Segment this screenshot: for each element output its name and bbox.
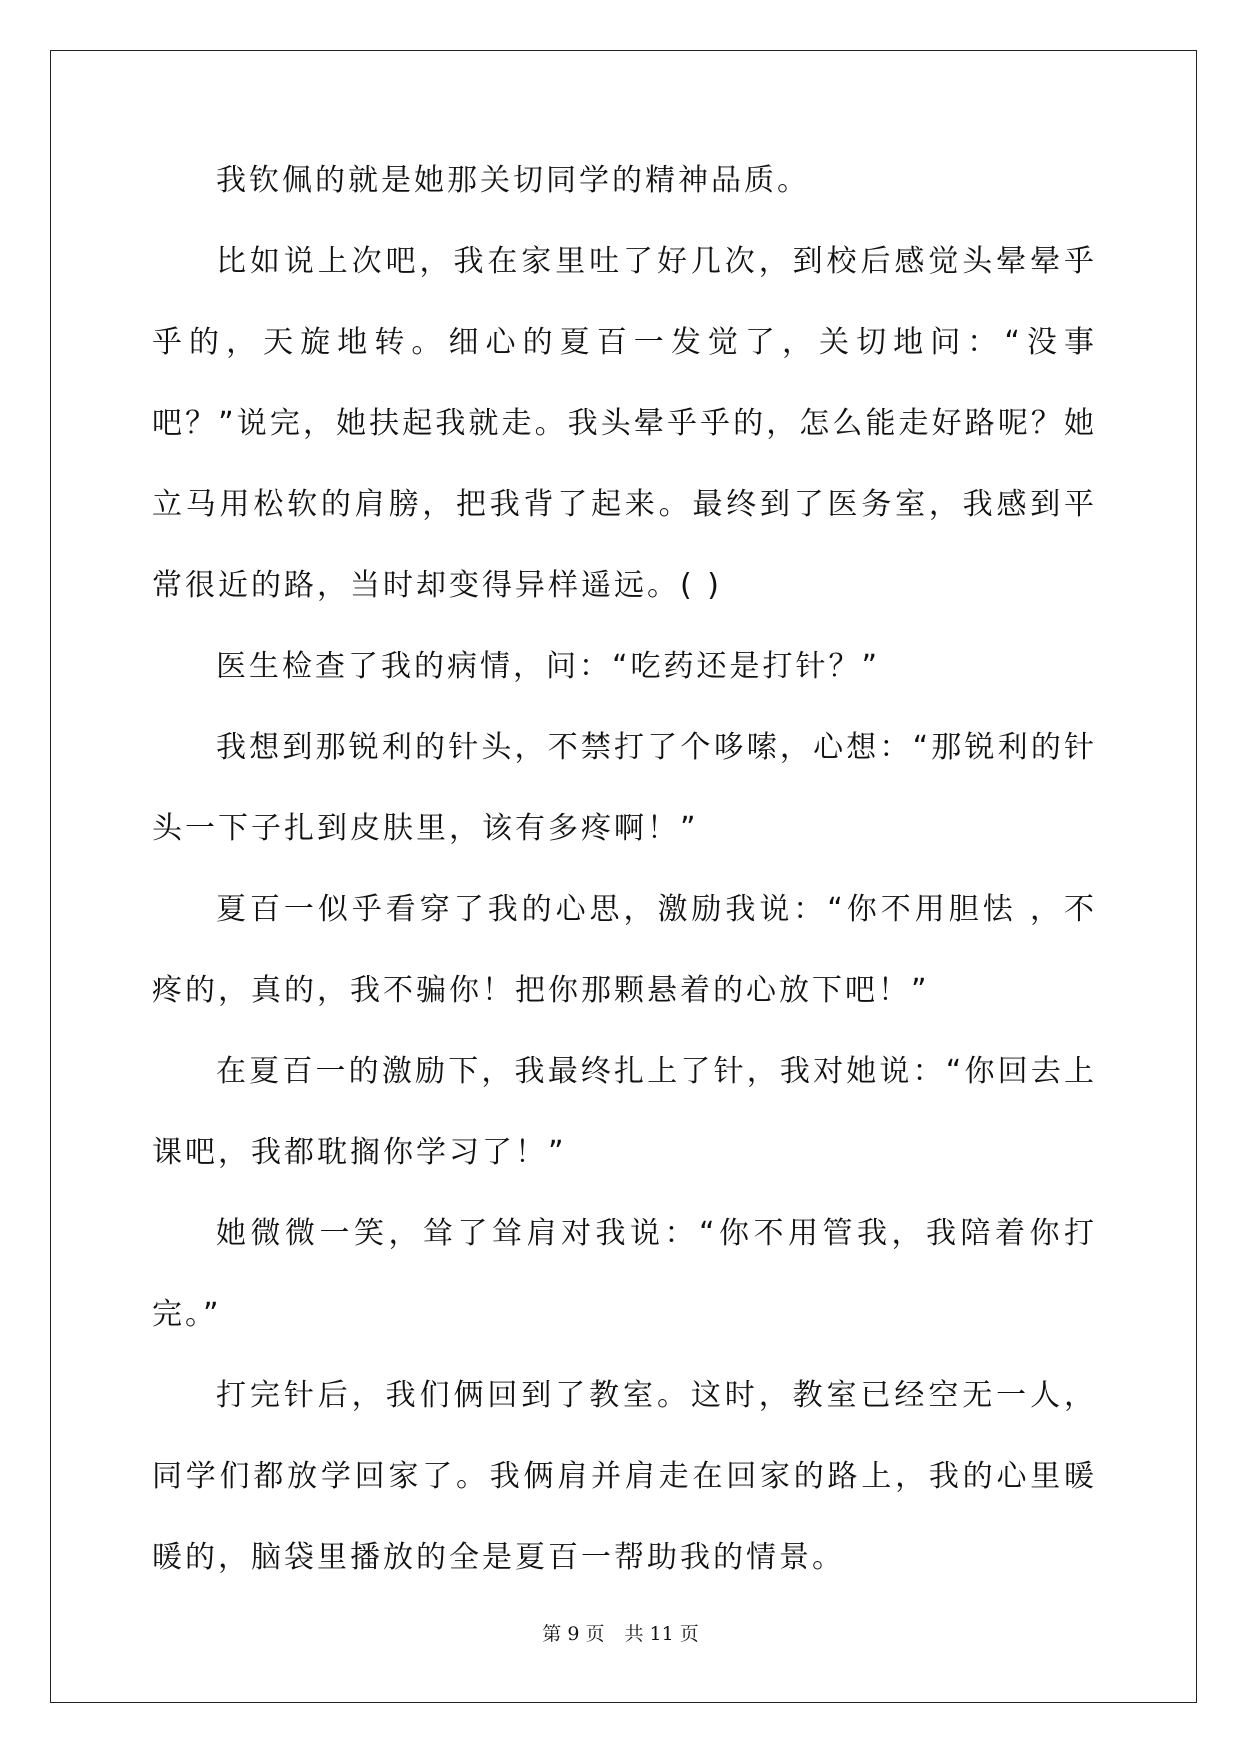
paragraph: 医生检查了我的病情，问：“吃药还是打针？”: [216, 649, 881, 684]
paragraph: 在夏百一的激励下，我最终扎上了针，我对她说：“你回去上课吧，我都耽搁你学习了！”: [152, 1054, 1097, 1170]
paragraph: 我想到那锐利的针头，不禁打了个哆嗦，心想：“那锐利的针头一下子扎到皮肤里，该有多疼啊！”: [152, 730, 1097, 846]
page-number: 第 9 页: [542, 1623, 605, 1645]
page-total: 共 11 页: [624, 1623, 699, 1645]
paragraph: 夏百一似乎看穿了我的心思，激励我说：“你不用胆怯 ，不疼的，真的，我不骗你！把你那颗悬着的心放下吧！”: [152, 892, 1097, 1008]
page-footer: [0, 1619, 1241, 1646]
document-body: [152, 162, 1097, 1620]
paragraph: 打完针后，我们俩回到了教室。这时，教室已经空无一人，同学们都放学回家了。我俩肩并肩走在回家的路上，我的心里暖暖的，脑袋里播放的全是夏百一帮助我的情景。: [152, 1378, 1097, 1575]
paragraph: 我钦佩的就是她那关切同学的精神品质。: [216, 163, 810, 198]
paragraph: 她微微一笑，耸了耸肩对我说：“你不用管我，我陪着你打完。”: [152, 1216, 1097, 1332]
paragraph: 比如说上次吧，我在家里吐了好几次，到校后感觉头晕晕乎乎的，天旋地转。细心的夏百一发觉了，关切地问：“没事吧？”说完，她扶起我就走。我头晕乎乎的，怎么能走好路呢？她立马用松软的肩膀，把我背了起来。最终到了医务室，我感到平常很近的路，当时却变得异样遥远。( ): [152, 244, 1097, 603]
